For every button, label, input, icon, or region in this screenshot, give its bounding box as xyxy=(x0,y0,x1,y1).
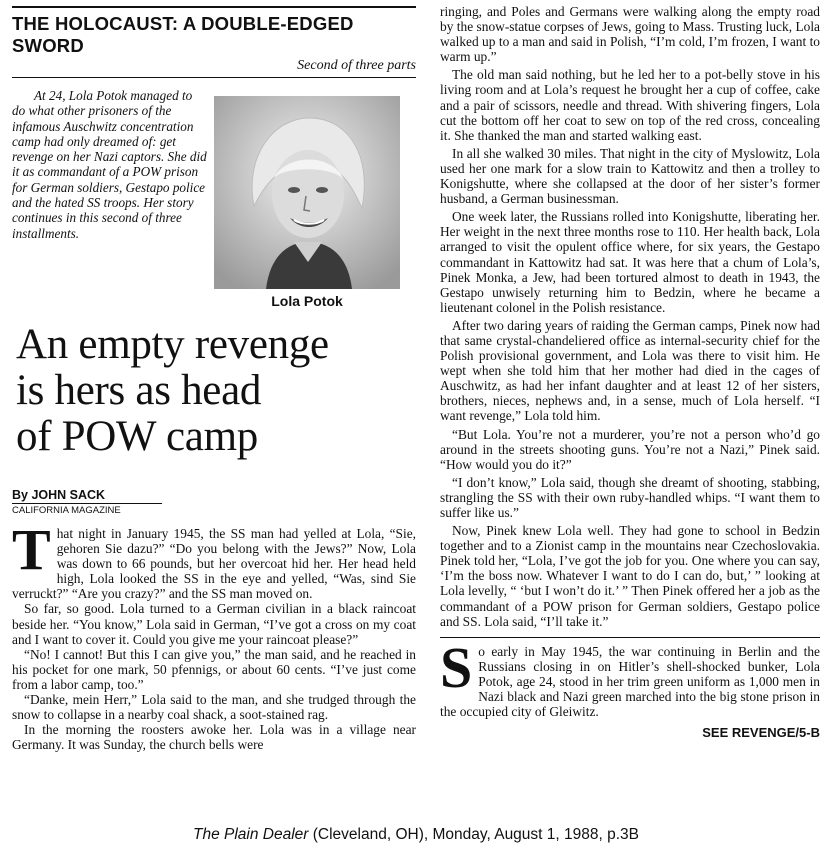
newspaper-name: The Plain Dealer xyxy=(192,826,309,843)
paragraph: “But Lola. You’re not a murderer, you’re not a person who’d go around in the streets shooting guns. You’re not a Nazi,” Pinek said. “How would you do it?” xyxy=(440,426,820,472)
series-part: Second of three parts xyxy=(297,58,416,73)
headline-line-1: An empty revenge xyxy=(16,321,329,368)
citation-details: (Cleveland, OH), Monday, August 1, 1988, p.3B xyxy=(308,826,640,843)
portrait-photo xyxy=(214,96,400,289)
paragraph: After two daring years of raiding the German camps, Pinek now had that same crystal-chandeliered office as internal-security chief for the Polish provisional government, and Lola was there to visit him. He wept when she told him that her mother had died in the cages of Auschwitz, as had her infant daughter and at least 12 of her sisters, brothers, nieces, nephews and, in a sense, much of Lola herself. “I want revenge,” Lola told him. xyxy=(440,317,820,424)
paragraph: In the morning the roosters awoke her. Lola was in a village near Germany. It was Sunday, the church bells were xyxy=(12,722,416,753)
paragraph xyxy=(440,634,820,720)
article-body-left xyxy=(12,517,416,753)
right-column xyxy=(440,0,820,740)
paragraph: “No! I cannot! But this I can give you,” the man said, and he reached in his pocket for one mark, 50 pfennigs, or about 60 cents. “I’ve just come from a labor camp, too.” xyxy=(12,646,416,692)
left-column xyxy=(12,6,416,752)
intro-blurb: At 24, Lola Potok managed to do what other prisoners of the infamous Auschwitz concentration camp had only dreamed of: get revenge on her Nazi captors. She did it as commandant of a POW prison for German soldiers, Gestapo police and the hated SS troops. Her story continues in this second of three installments. xyxy=(12,88,207,241)
byline-source: CALIFORNIA MAGAZINE xyxy=(12,503,162,516)
section-divider xyxy=(440,637,820,638)
headline-line-2: is hers as head xyxy=(16,367,262,414)
paragraph: Now, Pinek knew Lola well. They had gone to school in Bedzin together and to a Zionist camp in the mountains near Czechoslovakia. Pinek told her, “Lola, I’ve got the job for you. One where you can say, ‘I’m the boss now. Whatever I want to do I can do, but,’ ” looking at Lola levelly, “ ‘but I won’t do it.’ ” Then Pinek offered her a job as the commandant of a POW prison for German soldiers, Gestapo police and SS. Lola said, “I’ll take it.” xyxy=(440,523,820,629)
series-header xyxy=(12,6,416,78)
portrait-illustration xyxy=(214,96,400,289)
headline xyxy=(16,322,416,460)
jump-line: SEE REVENGE/5-B xyxy=(702,725,820,741)
article-body-right xyxy=(440,4,820,719)
drop-cap: T xyxy=(12,517,51,582)
intro-section xyxy=(12,86,416,318)
paragraph-text: o early in May 1945, the war continuing in Berlin and the Russians closing in on Hitler’s shell-shocked bunker, Lola Potok, age 24, stood in her trim green uniform as 1,000 men in Nazi black and Nazi green marched into the big stone prison in the occupied city of Gleiwitz. xyxy=(440,643,820,720)
paragraph: ringing, and Poles and Germans were walking along the empty road by the snow-statue corpses of Jews, going to Mass. Trusting luck, Lola walked up to a man and said in Polish, “I’m cold, I’m frozen, I want to warm up.” xyxy=(440,4,820,65)
paragraph: One week later, the Russians rolled into Konigshutte, liberating her. Her weight in the next three months rose to 110. Her health back, Lola arranged to visit the opulent office where, for six years, the Gestapo commandant in Kattowitz had sat. It was here that a chum of Lola’s, Pinek Monka, a Jew, had been tortured almost to death in 1943, the Gestapo unwisely returning him to Bedzin, where he became a lieutenant colonel in the Polish resistance. xyxy=(440,209,820,315)
paragraph: The old man said nothing, but he led her to a pot-belly stove in his living room and at Lola’s request he brought her a cup of coffee, cake and a pair of scissors, needle and thread. With shivering fingers, Lola cut the bottom off her coat to sew on top of the red cross, concealing it. She thanked the man and started walking east. xyxy=(440,67,820,143)
citation-footer xyxy=(0,826,832,844)
paragraph: In all she walked 30 miles. That night in the city of Myslowitz, Lola used her one mark for a slow train to Kattowitz and then a trolley to Konigshutte, where she collapsed at the door of her sister’s former husband, a German businessman. xyxy=(440,145,820,207)
paragraph xyxy=(12,517,416,602)
paragraph: “Danke, mein Herr,” Lola said to the man, and she trudged through the snow to collapse in a nearby coal shack, a soot-stained rag. xyxy=(12,692,416,723)
photo-caption: Lola Potok xyxy=(271,293,343,309)
paragraph: “I don’t know,” Lola said, though she dreamt of shooting, stabbing, strangling the SS with their own ruby-handled whips. “I want them to suffer like us.” xyxy=(440,474,820,520)
byline-author: By JOHN SACK xyxy=(12,488,106,502)
drop-cap: S xyxy=(440,634,473,700)
paragraph-text: hat night in January 1945, the SS man had yelled at Lola, “Sie, gehoren Sie dazu?” “Do you belong with the Jews?” Now, Lola was down to 66 pounds, but her overcoat hid her. Her head held high, Lola looked the SS in the eye and yelled, “Was, sind Sie verruckt?” “Are you crazy?” and the SS man moved on. xyxy=(12,526,416,602)
paragraph: So far, so good. Lola turned to a German civilian in a black raincoat beside her. “You know,” Lola said in German, “I’ve got a cross on my coat and I want to cover it. Could you give me your raincoat please?” xyxy=(12,601,416,647)
series-title: THE HOLOCAUST: A DOUBLE-EDGED SWORD xyxy=(12,13,354,56)
headline-line-3: of POW camp xyxy=(16,413,258,460)
